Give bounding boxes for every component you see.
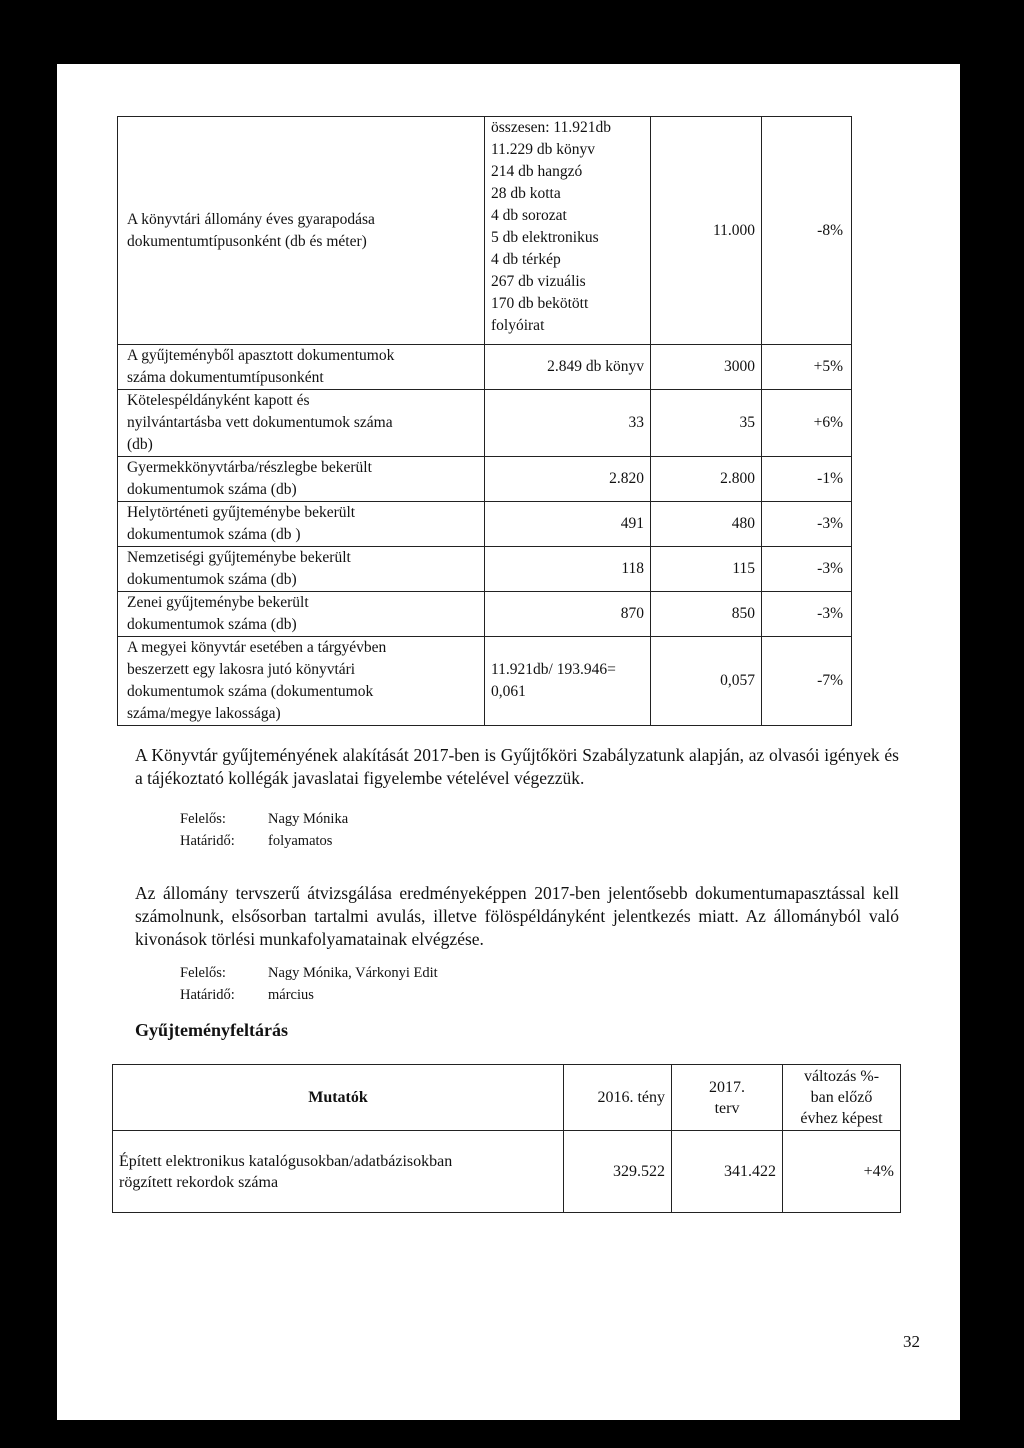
responsible-block-1 (180, 808, 348, 852)
hatarido-label: Határidő: (180, 833, 235, 849)
table-row (118, 117, 852, 345)
hatarido-label: Határidő: (180, 987, 235, 1003)
felelos-value: Nagy Mónika, Várkonyi Edit (268, 965, 438, 981)
row-2016-value: 2.820 (485, 457, 651, 502)
row-2017-value: 850 (651, 592, 762, 637)
row-2017-value: 2.800 (651, 457, 762, 502)
row-indicator: Gyermekkönyvtárba/részlegbe bekerült dokumentumok száma (db) (118, 457, 485, 502)
row-2016-value: 329.522 (564, 1131, 672, 1213)
document-page (57, 64, 960, 1420)
page-number: 32 (903, 1332, 920, 1351)
table-row (118, 637, 852, 726)
row-change-value: -3% (762, 502, 852, 547)
row-change-value: -7% (762, 637, 852, 726)
table-row (118, 390, 852, 457)
table-row (118, 592, 852, 637)
acquisition-table (117, 116, 852, 726)
row-change-value: +4% (783, 1131, 901, 1213)
row-2016-value: 870 (485, 592, 651, 637)
collection-policy-paragraph: A Könyvtár gyűjteményének alakítását 2017-ben is Gyűjtőköri Szabályzatunk alapján, az olvasói igények és a tájékoztató kollégák javaslatai figyelembe vételével végezzük. (135, 745, 899, 788)
inventory-review-paragraph: Az állomány tervszerű átvizsgálása eredményeképpen 2017-ben jelentősebb dokumentumapasztással kell számolnunk, elsősorban tartalmi avulás, illetve fölöspéldányként jelentkezés miatt. Az állományból való kivonások törlési munkafolyamatainak elvégzése. (135, 883, 899, 949)
row-indicator: A gyűjteményből apasztott dokumentumok száma dokumentumtípusonként (118, 345, 485, 390)
row-2016-value: 491 (485, 502, 651, 547)
row-indicator: Kötelespéldányként kapott és nyilvántartásba vett dokumentumok száma (db) (118, 390, 485, 457)
row-change-value: -8% (762, 117, 852, 345)
row-indicator: Nemzetiségi gyűjteménybe bekerült dokumentumok száma (db) (118, 547, 485, 592)
row-change-value: +6% (762, 390, 852, 457)
row-indicator: A könyvtári állomány éves gyarapodása dokumentumtípusonként (db és méter) (118, 117, 485, 345)
table-header-row (113, 1065, 901, 1131)
row-change-value: -3% (762, 547, 852, 592)
row-2017-value: 35 (651, 390, 762, 457)
table-row (113, 1131, 901, 1213)
row-2016-value: 2.849 db könyv (485, 345, 651, 390)
table-row (118, 345, 852, 390)
row-2016-value: 33 (485, 390, 651, 457)
hatarido-value: március (268, 987, 314, 1003)
row-label: Épített elektronikus katalógusokban/adatbázisokban rögzített rekordok száma (113, 1131, 564, 1213)
row-indicator: Helytörténeti gyűjteménybe bekerült dokumentumok száma (db ) (118, 502, 485, 547)
row-2016-value: 118 (485, 547, 651, 592)
felelos-label: Felelős: (180, 965, 226, 981)
header-2016: 2016. tény (564, 1065, 672, 1131)
hatarido-value: folyamatos (268, 833, 333, 849)
section-heading: Gyűjteményfeltárás (135, 1020, 288, 1040)
header-mutatok: Mutatók (113, 1065, 564, 1131)
row-2016-value: összesen: 11.921db 11.229 db könyv 214 db hangzó 28 db kotta 4 db sorozat 5 db elektronikus 4 db térkép 267 db vizuális 170 db bekötött folyóirat (485, 117, 651, 345)
header-change: változás %- ban előző évhez képest (783, 1065, 901, 1131)
row-indicator: Zenei gyűjteménybe bekerült dokumentumok száma (db) (118, 592, 485, 637)
row-change-value: -3% (762, 592, 852, 637)
responsible-block-2 (180, 962, 438, 1006)
header-2017: 2017. terv (672, 1065, 783, 1131)
felelos-value: Nagy Mónika (268, 811, 349, 827)
row-2017-value: 3000 (651, 345, 762, 390)
row-change-value: -1% (762, 457, 852, 502)
row-change-value: +5% (762, 345, 852, 390)
row-indicator: A megyei könyvtár esetében a tárgyévben beszerzett egy lakosra jutó könyvtári dokumentumok száma (dokumentumok száma/megye lakossága) (118, 637, 485, 726)
table-row (118, 502, 852, 547)
row-2017-value: 480 (651, 502, 762, 547)
row-2017-value: 341.422 (672, 1131, 783, 1213)
table-row (118, 547, 852, 592)
row-2017-value: 0,057 (651, 637, 762, 726)
row-2017-value: 115 (651, 547, 762, 592)
row-2017-value: 11.000 (651, 117, 762, 345)
row-2016-value: 11.921db/ 193.946= 0,061 (485, 637, 651, 726)
table-row (118, 457, 852, 502)
felelos-label: Felelős: (180, 811, 226, 827)
cataloging-table (112, 1064, 901, 1213)
